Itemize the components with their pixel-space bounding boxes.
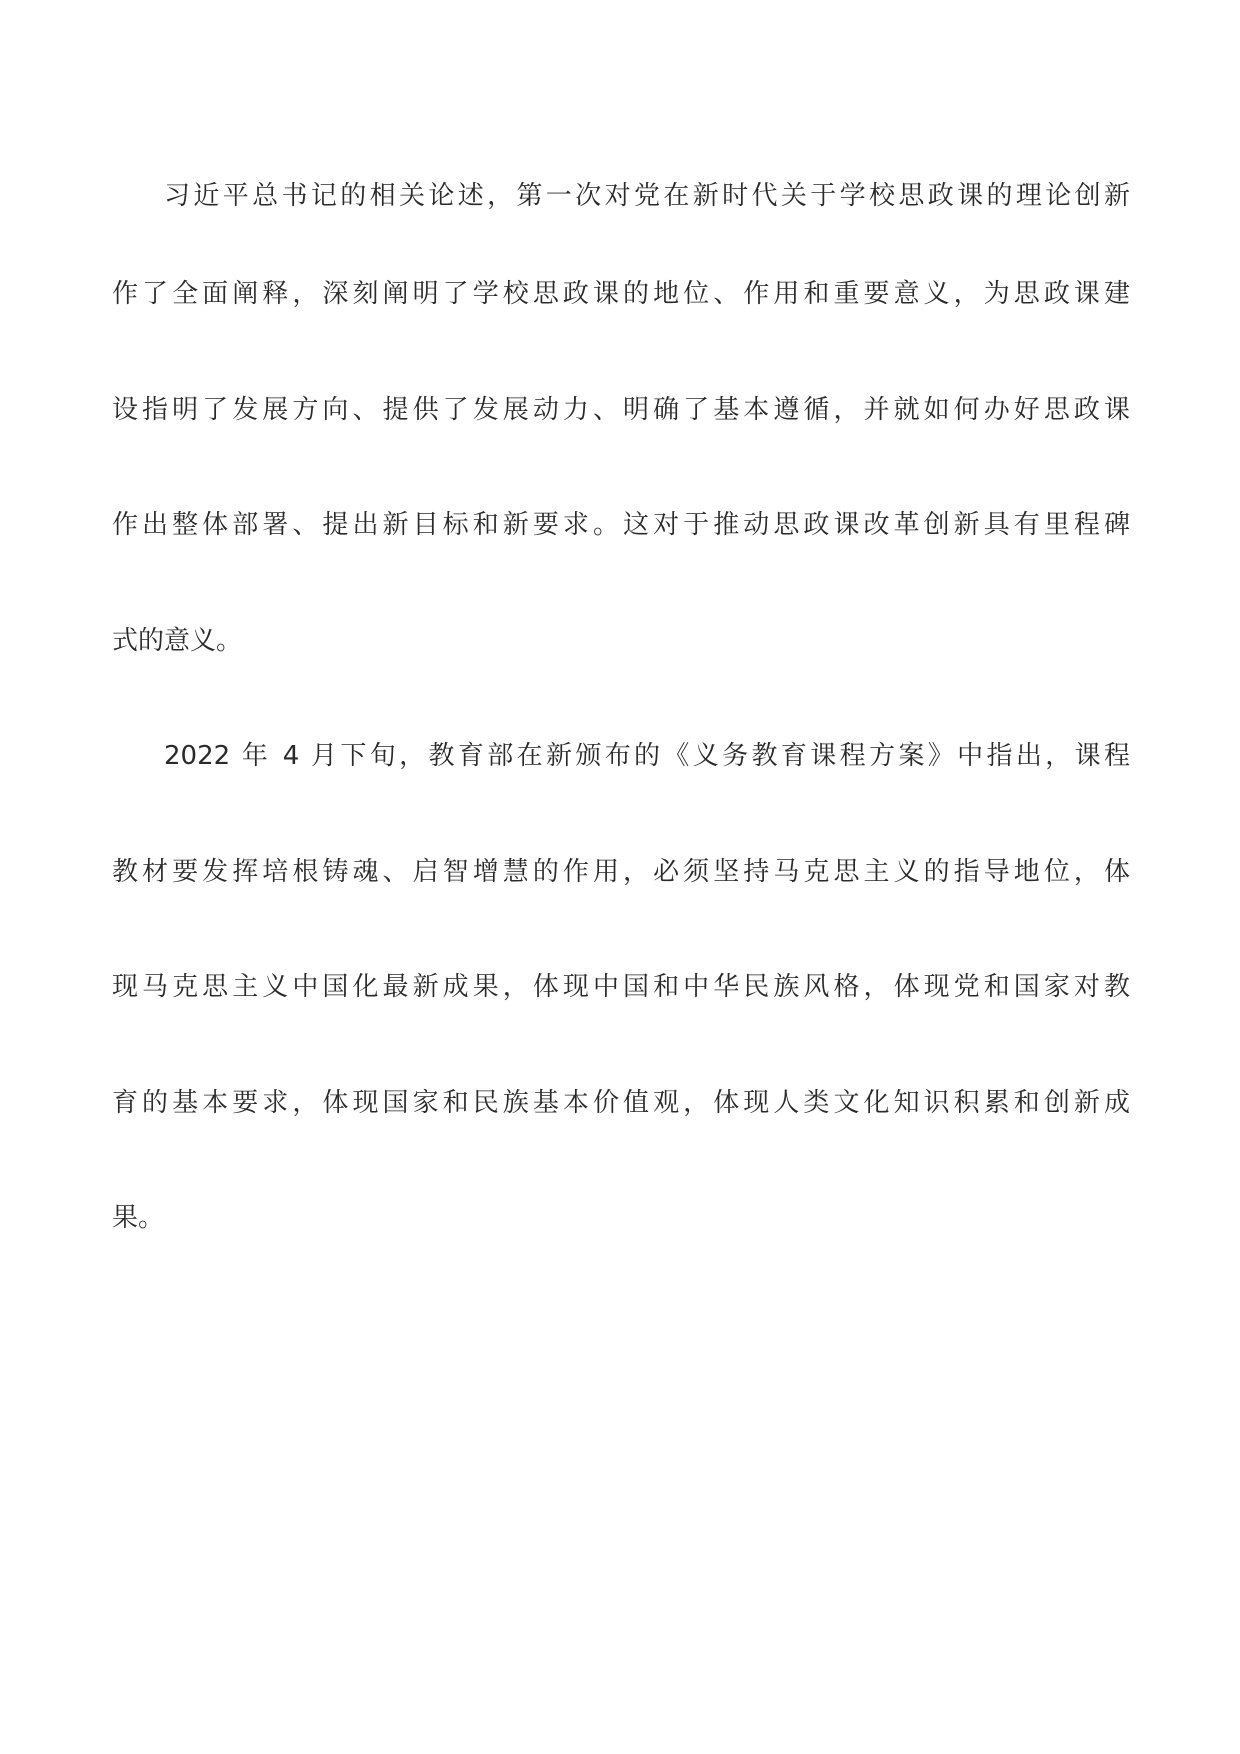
paragraph-line: 作出整体部署、提出新目标和新要求。这对于推动思政课改革创新具有里程碑 bbox=[112, 510, 1130, 540]
paragraph-line: 式的意义。 bbox=[112, 626, 243, 656]
paragraph-line: 作了全面阐释，深刻阐明了学校思政课的地位、作用和重要意义，为思政课建 bbox=[112, 279, 1130, 309]
paragraph-line: 育的基本要求，体现国家和民族基本价值观，体现人类文化知识积累和创新成 bbox=[112, 1088, 1130, 1118]
paragraph-line: 设指明了发展方向、提供了发展动力、明确了基本遵循，并就如何办好思政课 bbox=[112, 395, 1130, 425]
paragraph-line: 习近平总书记的相关论述，第一次对党在新时代关于学校思政课的理论创新 bbox=[164, 181, 1130, 211]
paragraph-line: 教材要发挥培根铸魂、启智增慧的作用，必须坚持马克思主义的指导地位，体 bbox=[112, 857, 1130, 887]
paragraph-line: 果。 bbox=[112, 1203, 165, 1233]
paragraph-line: 现马克思主义中国化最新成果，体现中国和中华民族风格，体现党和国家对教 bbox=[112, 972, 1130, 1002]
paragraph-line: 2022 年 4 月下旬，教育部在新颁布的《义务教育课程方案》中指出，课程 bbox=[164, 741, 1130, 771]
